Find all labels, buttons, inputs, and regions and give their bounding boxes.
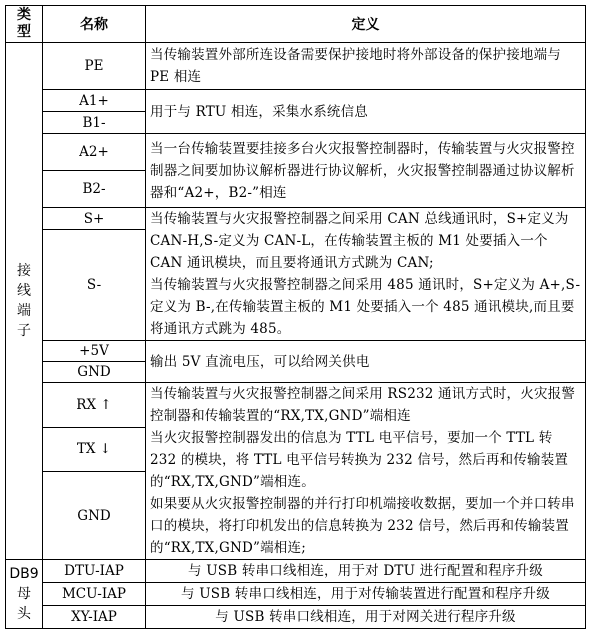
table-row bbox=[6, 90, 586, 112]
definition-mcu-iap: 与 USB 转串口线相连，用于对传输装置进行配置和程序升级 bbox=[146, 583, 586, 606]
port-name-dtu-iap: DTU-IAP bbox=[43, 560, 146, 583]
terminal-name-s-minus: S- bbox=[43, 230, 146, 341]
interface-definition-table bbox=[5, 5, 586, 629]
terminal-name-pe: PE bbox=[43, 43, 146, 90]
terminal-name-rx: RX ↑ bbox=[43, 383, 146, 428]
header-definition: 定义 bbox=[146, 6, 586, 43]
definition-xy-iap: 与 USB 转串口线相连，用于对网关进行程序升级 bbox=[146, 606, 586, 629]
definition-rs232-direct: 当传输装置与火灾报警控制器之间采用 RS232 通讯方式时，火灾报警控制器和传输装置的“RX,TX,GND”端相连 bbox=[150, 386, 576, 424]
header-type-line1: 类 bbox=[17, 7, 31, 23]
terminal-name-a1: A1+ bbox=[43, 90, 146, 112]
definition-s-can: 当传输装置与火灾报警控制器之间采用 CAN 总线通讯时，S+定义为 CAN-H,S-定义为 CAN-L，在传输装置主板的 M1 处要插入一个 CAN 通讯模块，而且要将通讯方式跳为 CAN; bbox=[150, 211, 569, 271]
header-type-line2: 型 bbox=[17, 24, 31, 40]
table-row bbox=[6, 43, 586, 90]
terminal-name-gnd-serial: GND bbox=[43, 472, 146, 560]
definition-pe: 当传输装置外部所连设备需要保护接地时将外部设备的保护接地端与 PE 相连 bbox=[146, 43, 586, 90]
definition-dtu-iap: 与 USB 转串口线相连，用于对 DTU 进行配置和程序升级 bbox=[146, 560, 586, 583]
definition-rs232-ttl: 当火灾报警控制器发出的信息为 TTL 电平信号，要加一个 TTL 转 232 的模块，将 TTL 电平信号转换为 232 信号，然后再和传输装置的“RX,TX,GND”端相连。 bbox=[150, 430, 569, 490]
definition-5v-gnd: 输出 5V 直流电压，可以给网关供电 bbox=[146, 341, 586, 383]
header-name: 名称 bbox=[43, 6, 146, 43]
category-db9 bbox=[6, 560, 43, 629]
document-page bbox=[5, 5, 586, 629]
definition-s bbox=[146, 208, 586, 341]
table-row bbox=[6, 560, 586, 583]
header-type bbox=[6, 6, 43, 43]
category-char: 端 bbox=[17, 303, 31, 319]
definition-rs232-parallel: 如果要从火灾报警控制器的并行打印机端接收数据，要加一个并口转串口的模块，将打印机发出的信息转换为 232 信号，然后再和传输装置的“RX,TX,GND”端相连; bbox=[150, 496, 575, 556]
table-row bbox=[6, 606, 586, 629]
terminal-name-5v: +5V bbox=[43, 341, 146, 362]
table-row bbox=[6, 134, 586, 171]
port-name-mcu-iap: MCU-IAP bbox=[43, 583, 146, 606]
category-char: 子 bbox=[17, 323, 31, 339]
terminal-name-b2: B2- bbox=[43, 171, 146, 208]
terminal-name-gnd-power: GND bbox=[43, 362, 146, 383]
category-terminal bbox=[6, 43, 43, 560]
terminal-name-b1: B1- bbox=[43, 112, 146, 134]
definition-a2-b2: 当一台传输装置要挂接多台火灾报警控制器时，传输装置与火灾报警控制器之间要加协议解析器进行协议解析，火灾报警控制器通过协议解析器和“A2+，B2-”相连 bbox=[146, 134, 586, 208]
category-char: 母 bbox=[17, 586, 31, 602]
terminal-name-tx: TX ↓ bbox=[43, 427, 146, 472]
definition-a1-b1: 用于与 RTU 相连，采集水系统信息 bbox=[146, 90, 586, 134]
terminal-name-s-plus: S+ bbox=[43, 208, 146, 230]
definition-s-485: 当传输装置与火灾报警控制器之间采用 485 通讯时，S+定义为 A+,S-定义为 B-,在传输装置主板的 M1 处要插入一个 485 通讯模块,而且要将通讯方式跳为 485。 bbox=[150, 277, 581, 337]
table-row bbox=[6, 341, 586, 362]
category-char: 线 bbox=[17, 283, 31, 299]
table-row bbox=[6, 583, 586, 606]
category-char: 头 bbox=[17, 606, 31, 622]
category-char: 接 bbox=[17, 263, 31, 279]
table-row bbox=[6, 383, 586, 428]
port-name-xy-iap: XY-IAP bbox=[43, 606, 146, 629]
terminal-name-a2: A2+ bbox=[43, 134, 146, 171]
definition-rs232 bbox=[146, 383, 586, 560]
category-char: DB9 bbox=[9, 566, 39, 582]
table-row bbox=[6, 208, 586, 230]
header-row bbox=[6, 6, 586, 43]
